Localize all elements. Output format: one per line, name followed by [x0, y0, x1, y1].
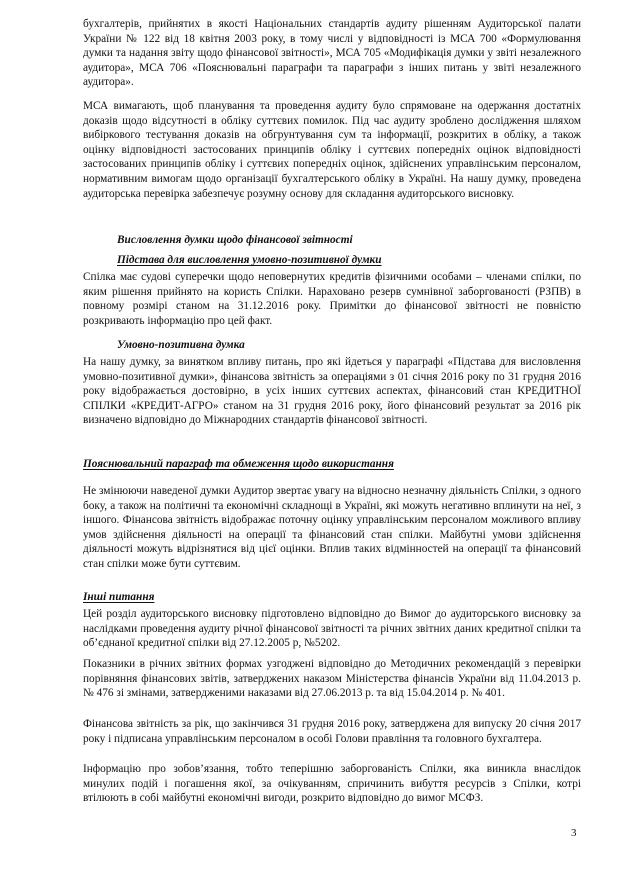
heading-basis-qualified-opinion: Підстава для висловлення умовно-позитивної думки [117, 254, 382, 266]
paragraph-audit-scope: МСА вимагають, щоб планування та проведення аудиту було спрямоване на одержання достатніх доказів щодо відсутності в обліку суттєвих помилок. Під час аудиту зроблено дослідження шляхом вибіркового тестування доказів на обгрунтування сум та інформації, розкритих в обліку, а також оцінку відповідності застосованих принципів обліку і суттєвих попередніх оцінок відповідності застосованих принципів обліку і суттєвих попередніх оцінок, здійснених управлінським персоналом, нормативним вимогам щодо організації бухгалтерського обліку в Україні. На нашу думку, проведена аудиторська перевірка забезпечує розумну основу для складання аудиторського висновку. [83, 100, 581, 200]
page-number: 3 [571, 827, 577, 839]
paragraph-other-4: Інформацію про зобов’язання, тобто теперішню заборгованість Спілки, яка виникла внаслідок минулих подій і погашення якої, за очікуванням, спричинить вибуття ресурсів з Спілки, котрі втілюють в собі майбутні економічні вигоди, розкрито відповідно до вимог МСФЗ. [83, 763, 581, 805]
paragraph-other-1: Цей розділ аудиторського висновку підготовлено відповідно до Вимог до аудиторського висновку за наслідками проведення аудиту річної фінансової звітності та річних звітних даних кредитної спілки та об’єднаної кредитної спілки від 27.12.2005 р, №5202. [83, 608, 581, 650]
heading-emphasis: Пояснювальний параграф та обмеження щодо використання [83, 458, 394, 470]
paragraph-basis: Спілка має судові суперечки щодо неповернутих кредитів фізичними особами – членами спілки, по яким рішення прийнято на користь Спілки. Нараховано резерв сумнівної заборгованості (РЗПВ) в повному розмірі станом на 31.12.2016 року. Примітки до фінансової звітності не повністю розкривають інформацію про цей факт. [83, 271, 581, 327]
paragraph-qualified-opinion: На нашу думку, за винятком впливу питань, про які йдеться у параграфі «Підстава для висловлення умовно-позитивної думки», фінансова звітність за операціями з 01 січня 2016 року по 31 грудня 2016 року відображається достовірно, в усіх інших суттєвих аспектах, фінансовий стан КРЕДИТНОЇ СПІЛКИ «КРЕДИТ-АГРО» станом на 31 грудня 2016 року, його фінансовий результат за 2016 рік визначено відповідно до Міжнародних стандартів фінансової звітності. [83, 356, 581, 427]
paragraph-other-3: Фінансова звітність за рік, що закінчився 31 грудня 2016 року, затверджена для випуску 20 січня 2017 року і підписана управлінським персоналом в особі Голови правління та головного бухгалтера. [83, 718, 581, 745]
heading-opinion: Висловлення думки щодо фінансової звітності [117, 234, 353, 246]
paragraph-other-2: Показники в річних звітних формах узгоджені відповідно до Методичних рекомендацій з перевірки порівняння фінансових звітів, затверджених наказом Міністерства фінансів України від 11.04.2013 р. № 476 зі змінами, затвердженими наказами від 27.06.2013 р. та від 15.04.2014 р. № 401. [83, 658, 581, 700]
paragraph-emphasis: Не змінюючи наведеної думки Аудитор звертає увагу на відносно незначну діяльність Спілки, з одного боку, а також на політичні та економічні складнощі в Україні, які можуть негативно вплинути на неї, з іншого. Фінансова звітність відображає поточну оцінку управлінським персоналом можливого впливу умов здійснення діяльності на операції та фінансовий стан спілки. Майбутні умови здійснення діяльності можуть відрізнятися від цієї оцінки. Вплив таких відмінностей на операції та фінансовий стан спілки може бути суттєвим. [83, 485, 581, 570]
paragraph-standards: бухгалтерів, прийнятих в якості Національних стандартів аудиту рішенням Аудиторської палати України № 122 від 18 квітня 2003 року, в тому числі у відповідності із МСА 700 «Формулювання думки та надання звіту щодо фінансової звітності», МСА 705 «Модифікація думки у звіті незалежного аудитора», МСА 706 «Пояснювальні параграфи та параграфи з інших питань у звіті незалежного аудитора». [83, 18, 581, 89]
heading-qualified-opinion: Умовно-позитивна думка [117, 339, 245, 351]
heading-other-matters: Інші питання [83, 591, 155, 603]
